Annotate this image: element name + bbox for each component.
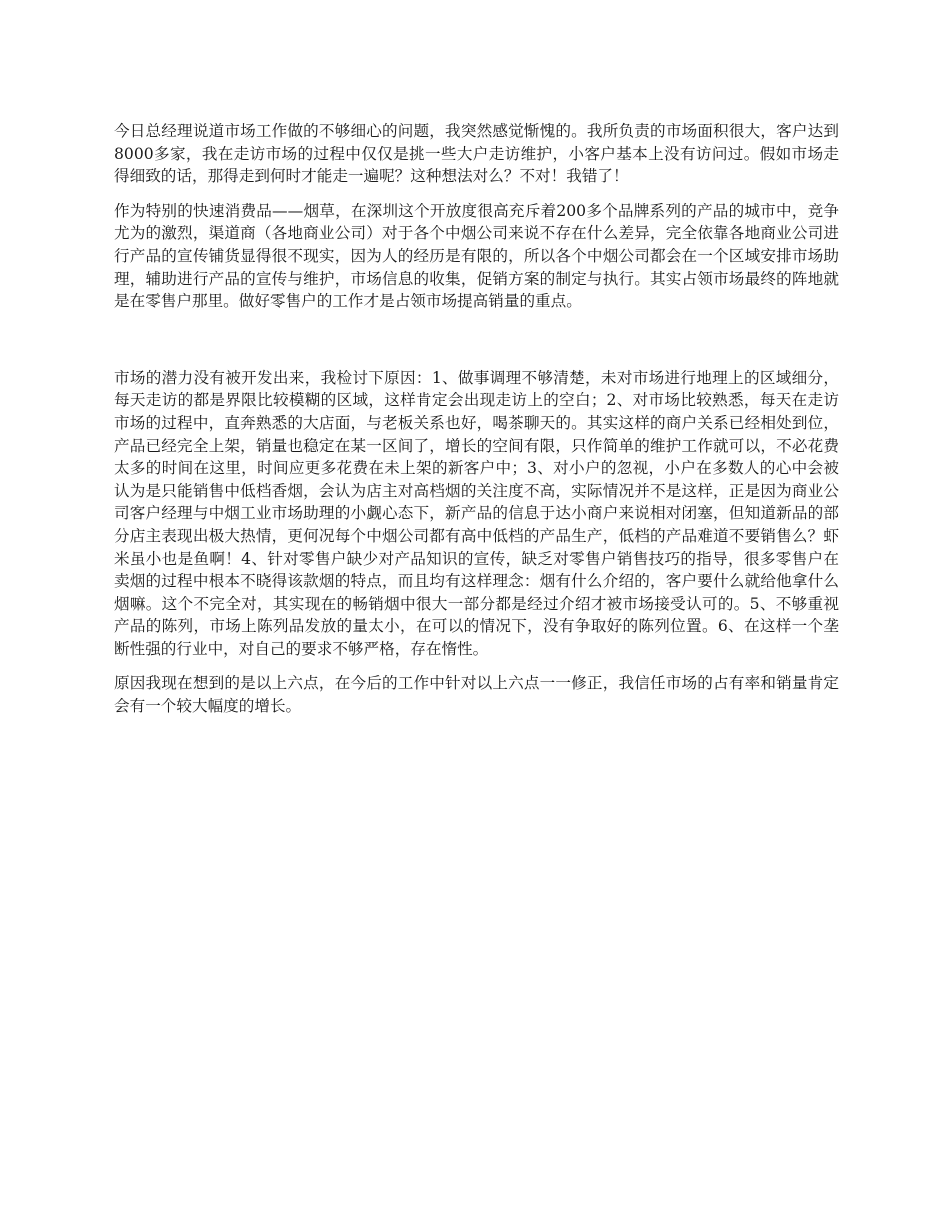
document-body [114,120,839,730]
paragraph-reasons: 市场的潜力没有被开发出来，我检讨下原因：1、做事调理不够清楚，未对市场进行地理上的区域细分，每天走访的都是界限比较模糊的区域，这样肯定会出现走访上的空白；2、对市场比较熟悉，每天在走访市场的过程中，直奔熟悉的大店面，与老板关系也好，喝茶聊天的。其实这样的商户关系已经相处到位，产品已经完全上架，销量也稳定在某一区间了，增长的空间有限，只作简单的维护工作就可以，不必花费太多的时间在这里，时间应更多花费在未上架的新客户中；3、对小户的忽视，小户在多数人的心中会被认为是只能销售中低档香烟，会认为店主对高档烟的关注度不高，实际情况并不是这样，正是因为商业公司客户经理与中烟工业市场助理的小觑心态下，新产品的信息于达小商户来说相对闭塞，但知道新品的部分店主表现出极大热情，更何况每个中烟公司都有高中低档的产品生产，低档的产品难道不要销售么？虾米虽小也是鱼啊！4、针对零售户缺少对产品知识的宣传，缺乏对零售户销售技巧的指导，很多零售户在卖烟的过程中根本不晓得该款烟的特点，而且均有这样理念：烟有什么介绍的，客户要什么就给他拿什么烟嘛。这个不完全对，其实现在的畅销烟中很大一部分都是经过介绍才被市场接受认可的。5、不够重视产品的陈列，市场上陈列品发放的量太小，在可以的情况下，没有争取好的陈列位置。6、在这样一个垄断性强的行业中，对自己的要求不够严格，存在惰性。 [114,368,839,658]
paragraph-background: 作为特别的快速消费品——烟草，在深圳这个开放度很高充斥着200多个品牌系列的产品的城市中，竞争尤为的激烈，渠道商（各地商业公司）对于各个中烟公司来说不存在什么差异，完全依靠各地商业公司进行产品的宣传铺货显得很不现实，因为人的经历是有限的，所以各个中烟公司都会在一个区域安排市场助理，辅助进行产品的宣传与维护，市场信息的收集，促销方案的制定与执行。其实占领市场最终的阵地就是在零售户那里。做好零售户的工作才是占领市场提高销量的重点。 [114,201,839,311]
paragraph-conclusion: 原因我现在想到的是以上六点，在今后的工作中针对以上六点一一修正，我信任市场的占有率和销量肯定会有一个较大幅度的增长。 [114,674,839,716]
paragraph-gap [114,325,839,367]
paragraph-intro: 今日总经理说道市场工作做的不够细心的问题，我突然感觉惭愧的。我所负责的市场面积很大，客户达到8000多家，我在走访市场的过程中仅仅是挑一些大户走访维护，小客户基本上没有访问过。假如市场走得细致的话，那得走到何时才能走一遍呢？这种想法对么？不对！我错了！ [114,122,839,186]
